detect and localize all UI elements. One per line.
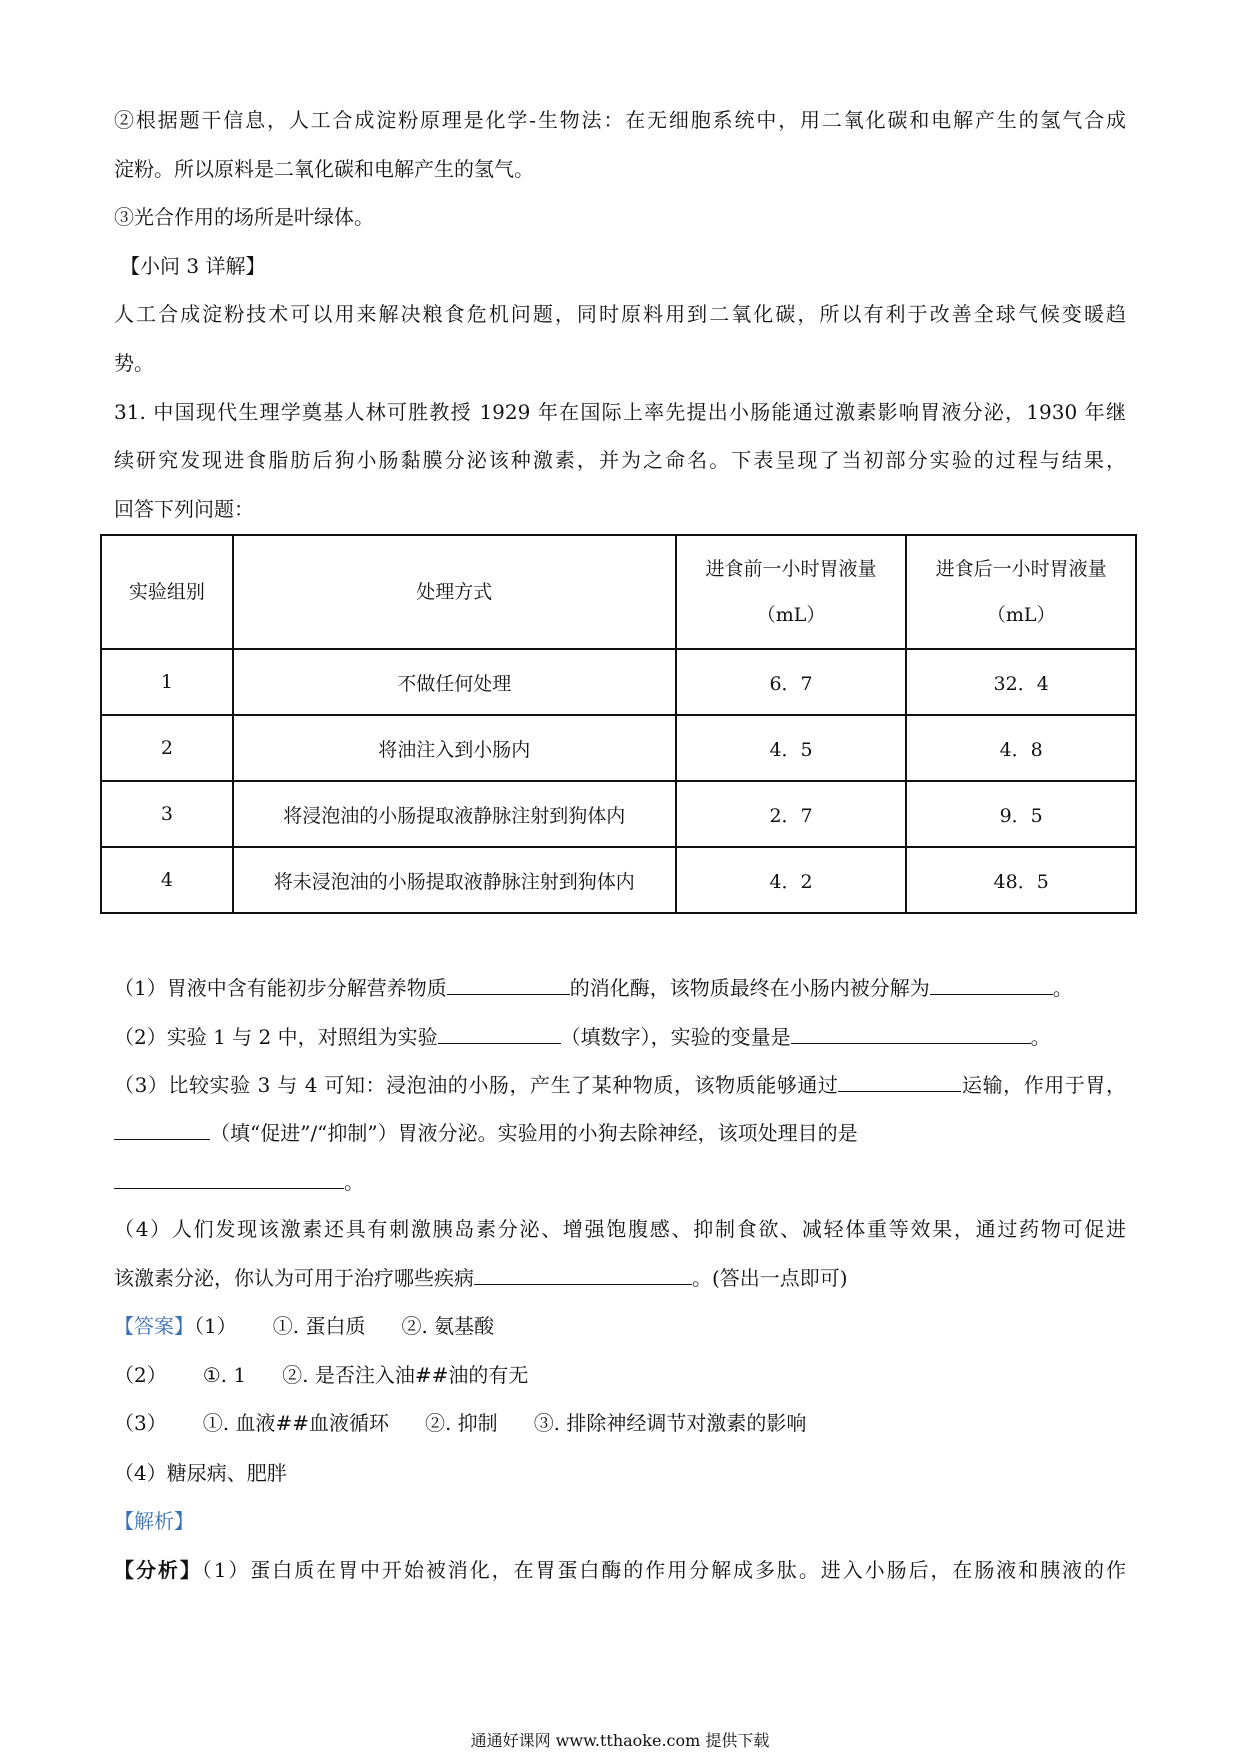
answer-blank <box>114 1117 210 1140</box>
answer-line-2 <box>114 1360 528 1390</box>
text: ②. 是否注入油##油的有无 <box>282 1363 529 1387</box>
text: （填“促进”/“抑制”）胃液分泌。实验用的小狗去除神经，该项处理目的是 <box>210 1121 858 1145</box>
answer-blank <box>791 1021 1031 1044</box>
cell: 将油注入到小肠内 <box>233 715 676 781</box>
text: ②. 氨基酸 <box>401 1314 495 1338</box>
table-row <box>101 715 1136 781</box>
header-after: 进食后一小时胃液量 （mL） <box>906 535 1136 649</box>
text: ③. 排除神经调节对激素的影响 <box>533 1411 807 1435</box>
paragraph-line: 人工合成淀粉技术可以用来解决粮食危机问题，同时原料用到二氧化碳，所以有利于改善全球气候变暖趋 <box>114 302 1126 326</box>
paragraph-line: ②根据题干信息，人工合成淀粉原理是化学-生物法：在无细胞系统中，用二氧化碳和电解产生的氢气合成 <box>114 108 1126 132</box>
text: 的消化酶，该物质最终在小肠内被分解为 <box>569 976 930 1000</box>
header-treatment: 处理方式 <box>233 535 676 649</box>
cell: 48．5 <box>906 847 1136 913</box>
question-stem-line: 31. 中国现代生理学奠基人林可胜教授 1929 年在国际上率先提出小肠能通过激素影响胃液分泌，1930 年继 <box>114 400 1126 424</box>
header-group: 实验组别 <box>101 535 233 649</box>
paragraph-line: 淀粉。所以原料是二氧化碳和电解产生的氢气。 <box>114 157 534 181</box>
cell: 1 <box>101 649 233 715</box>
cell: 将浸泡油的小肠提取液静脉注射到狗体内 <box>233 781 676 847</box>
text: ②. 抑制 <box>424 1411 498 1435</box>
answer-tag: 【答案】 <box>114 1314 194 1338</box>
cell: 32．4 <box>906 649 1136 715</box>
answer-blank <box>930 972 1053 995</box>
cell: 4 <box>101 847 233 913</box>
text: （1） <box>194 1314 237 1338</box>
question-1 <box>114 972 1073 1002</box>
answer-blank <box>474 1262 692 1285</box>
text: 。 <box>344 1170 364 1194</box>
page-footer: 通通好课网 www.tthaoke.com 提供下载 <box>470 1731 770 1750</box>
analysis-line <box>114 1555 1126 1585</box>
text: 该激素分泌，你认为可用于治疗哪些疾病 <box>114 1266 474 1290</box>
cell: 4．8 <box>906 715 1136 781</box>
cell: 4．5 <box>676 715 907 781</box>
text: （填数字），实验的变量是 <box>560 1025 791 1049</box>
paragraph-line: 势。 <box>114 351 154 375</box>
question-4-line-2 <box>114 1262 848 1292</box>
header-before: 进食前一小时胃液量 （mL） <box>676 535 907 649</box>
analysis-tag: 【解析】 <box>114 1509 194 1533</box>
question-4-line-1: （4）人们发现该激素还具有刺激胰岛素分泌、增强饱腹感、抑制食欲、减轻体重等效果，通过药物可促进 <box>114 1217 1126 1241</box>
text: 。 <box>1030 1025 1051 1049</box>
text: （1）胃液中含有能初步分解营养物质 <box>114 976 447 1000</box>
cell: 4．2 <box>676 847 907 913</box>
cell: 9．5 <box>906 781 1136 847</box>
answer-line-4: （4）糖尿病、肥胖 <box>114 1461 287 1485</box>
text: （3） <box>114 1411 167 1435</box>
question-stem-line: 回答下列问题： <box>114 497 254 521</box>
question-stem-line: 续研究发现进食脂肪后狗小肠黏膜分泌该种激素，并为之命名。下表呈现了当初部分实验的过程与结果， <box>114 448 1126 472</box>
cell: 3 <box>101 781 233 847</box>
answer-blank <box>114 1166 344 1189</box>
text: 。 <box>1052 976 1073 1000</box>
table-header-row <box>101 535 1136 649</box>
analysis-label: 【分析】 <box>114 1558 202 1582</box>
text: ①. 血液##血液循环 <box>202 1411 389 1435</box>
table-row <box>101 781 1136 847</box>
text: 。(答出一点即可) <box>692 1266 848 1290</box>
answer-blank <box>438 1021 561 1044</box>
text: （2）实验 1 与 2 中，对照组为实验 <box>114 1025 438 1049</box>
answer-line-3 <box>114 1408 806 1438</box>
text: （2） <box>114 1363 167 1387</box>
cell: 不做任何处理 <box>233 649 676 715</box>
text: ①. 蛋白质 <box>272 1314 366 1338</box>
question-3-line-3 <box>114 1166 364 1196</box>
text: （3）比较实验 3 与 4 可知：浸泡油的小肠，产生了某种物质，该物质能够通过 <box>114 1073 839 1097</box>
cell: 2．7 <box>676 781 907 847</box>
answer-line-1 <box>114 1311 494 1341</box>
text: ①. 1 <box>202 1363 247 1387</box>
section-heading: 【小问 3 详解】 <box>120 254 266 278</box>
experiment-table <box>100 534 1137 914</box>
answer-blank <box>447 972 570 995</box>
cell: 6．7 <box>676 649 907 715</box>
question-2 <box>114 1021 1051 1051</box>
cell: 将未浸泡油的小肠提取液静脉注射到狗体内 <box>233 847 676 913</box>
cell: 2 <box>101 715 233 781</box>
question-3-line-2 <box>114 1117 858 1147</box>
question-3-line-1 <box>114 1069 1126 1099</box>
answer-blank <box>838 1069 961 1092</box>
text: （1）蛋白质在胃中开始被消化，在胃蛋白酶的作用分解成多肽。进入小肠后，在肠液和胰液的作 <box>201 1558 1126 1582</box>
text: 运输，作用于胃， <box>961 1073 1126 1097</box>
table-row <box>101 847 1136 913</box>
paragraph-line: ③光合作用的场所是叶绿体。 <box>114 205 374 229</box>
table-row <box>101 649 1136 715</box>
